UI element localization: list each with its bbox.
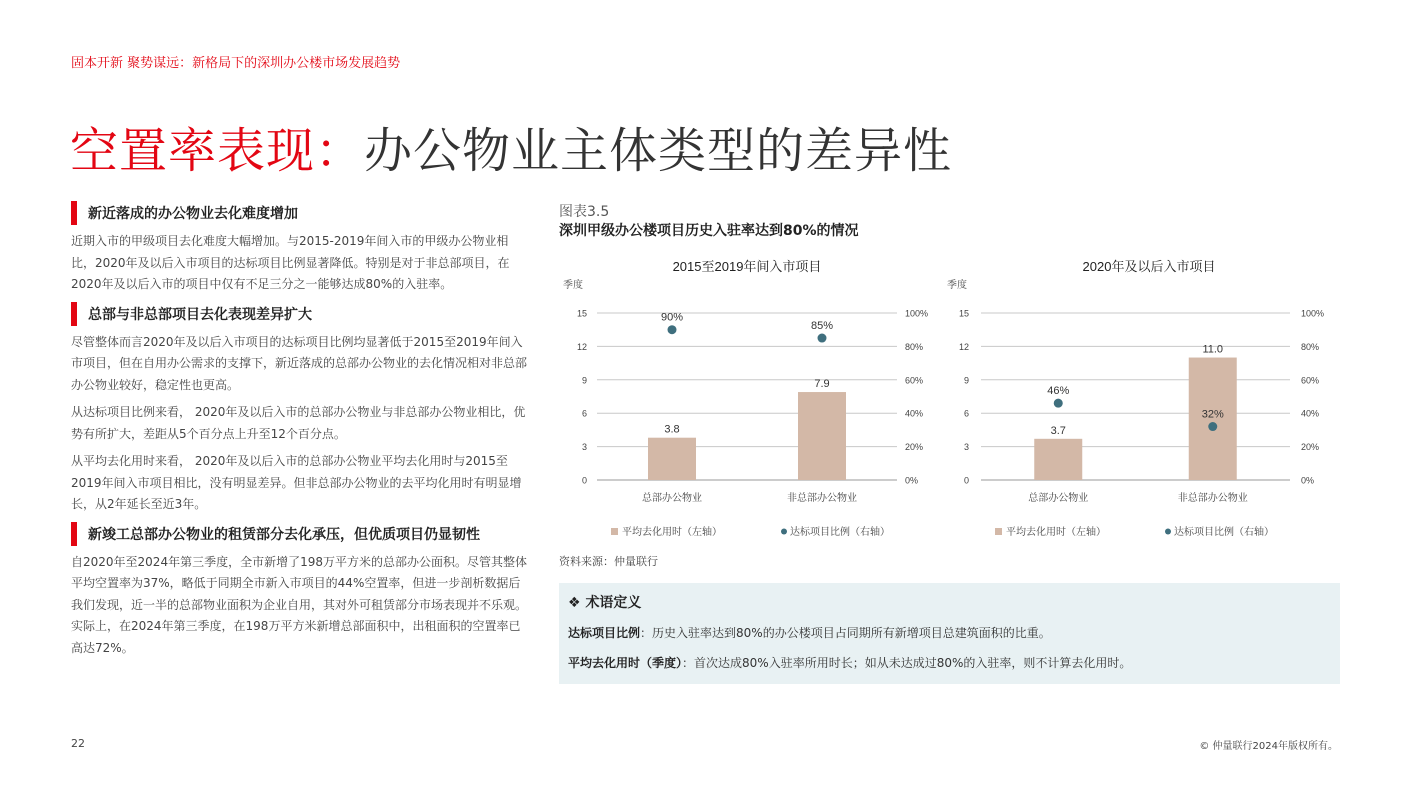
chart-title: 2015至2019年间入市项目: [672, 259, 822, 274]
category-label: 总部办公物业: [1028, 493, 1089, 504]
page-title: [70, 112, 952, 181]
glossary-term: 达标项目比例: [568, 626, 641, 640]
left-column: [71, 201, 527, 665]
data-point: [1208, 422, 1217, 431]
section-heading: [71, 522, 527, 546]
bar-value-label: 7.9: [814, 378, 830, 391]
body-paragraph: 自2020年至2024年第三季度，全市新增了198万平方米的总部办公面积。尽管其整体平均空置率为37%，略低于同期全市新入市项目的44%空置率，但进一步剖析数据后我们发现，近一半的总部物业面积为企业自用，其对外可租赁部分市场表现并不乐观。实际上，在2024年第三季度，在198万平方米新增总部面积中，出租面积的空置率已高达72%。: [71, 554, 528, 655]
data-point: [668, 325, 677, 334]
section-marker: [71, 302, 77, 326]
y-tick-label: 0: [581, 475, 587, 486]
body-paragraph: 近期入市的甲级项目去化难度大幅增加。与2015-2019年间入市的甲级办公物业相比，2020年及以后入市项目的达标项目比例显著降低。特别是对于非总部项目，在 2020年及以后入市的项目中仅有不足三分之一能够达成80%的入驻率。: [71, 234, 510, 291]
legend-swatch-dot: [781, 529, 787, 535]
bar-value-label: 11.0: [1202, 343, 1224, 356]
y-tick-label: 9: [581, 375, 587, 386]
category-label: 非总部办公物业: [787, 493, 857, 504]
section-heading: [71, 201, 527, 225]
y2-tick-label: 100%: [905, 308, 929, 319]
point-value-label: 46%: [1047, 385, 1070, 398]
y-axis-label: 季度: [947, 280, 967, 291]
y-tick-label: 15: [576, 308, 587, 319]
y-tick-label: 6: [963, 408, 969, 419]
data-point: [818, 334, 827, 343]
y2-tick-label: 100%: [1301, 308, 1325, 319]
legend-label: 达标项目比例（右轴）: [790, 527, 890, 538]
report-subtitle: 固本开新 聚势谋远：新格局下的深圳办公楼市场发展趋势: [71, 56, 401, 71]
y2-tick-label: 0%: [905, 475, 919, 486]
glossary-item: 达标项目比例：历史入驻率达到80%的办公楼项目占同期所有新增项目总建筑面积的比重。: [568, 626, 1051, 640]
y2-tick-label: 0%: [1301, 475, 1315, 486]
page-title-main: 办公物业主体类型的差异性: [364, 123, 953, 179]
y-tick-label: 12: [576, 341, 587, 352]
figure-title: 深圳甲级办公楼项目历史入驻率达到80%的情况: [559, 223, 859, 239]
legend-label: 平均去化用时（左轴）: [622, 527, 722, 538]
data-point: [1054, 399, 1063, 408]
combo-charts: [555, 250, 1345, 545]
y-tick-label: 6: [581, 408, 587, 419]
y2-tick-label: 20%: [905, 442, 924, 453]
legend-label: 达标项目比例（右轴）: [1174, 527, 1274, 538]
y2-tick-label: 80%: [905, 341, 924, 352]
bar-value-label: 3.7: [1050, 424, 1066, 437]
legend-swatch-bar: [995, 528, 1002, 535]
y2-tick-label: 80%: [1301, 341, 1320, 352]
section-marker: [71, 201, 77, 225]
y-tick-label: 0: [963, 475, 969, 486]
figure-source: 资料来源：仲量联行: [559, 555, 658, 568]
legend-swatch-bar: [611, 528, 618, 535]
bar: [648, 438, 696, 480]
point-value-label: 85%: [810, 320, 834, 333]
point-value-label: 32%: [1201, 408, 1224, 421]
legend-label: 平均去化用时（左轴）: [1006, 527, 1106, 538]
section-heading-text: 新竣工总部办公物业的租赁部分去化承压，但优质项目仍显韧性: [88, 526, 480, 543]
section-heading: [71, 302, 527, 326]
bar-value-label: 3.8: [664, 423, 680, 436]
glossary-title-text: 术语定义: [585, 595, 642, 611]
y2-tick-label: 20%: [1301, 442, 1320, 453]
glossary-desc: 首次达成80%入驻率所用时长；如从未达成过80%的入驻率，则不计算去化用时。: [694, 656, 1132, 670]
legend-swatch-dot: [1165, 529, 1171, 535]
section-marker: [71, 522, 77, 546]
figure-label: 图表3.5: [559, 204, 610, 220]
y-tick-label: 3: [963, 442, 969, 453]
glossary-title: [568, 592, 641, 612]
bar: [798, 392, 846, 480]
bar: [1034, 439, 1082, 480]
section-heading-text: 新近落成的办公物业去化难度增加: [88, 206, 298, 222]
body-paragraph: 从平均去化用时来看， 2020年及以后入市的总部办公物业平均去化用时与2015至2019年间入市项目相比，没有明显差异。但非总部办公物业的去平均化用时有明显增长，从2年延长至近3年。: [71, 454, 522, 511]
y-tick-label: 3: [581, 442, 587, 453]
glossary-box: [559, 583, 1340, 684]
y-tick-label: 15: [958, 308, 969, 319]
y-tick-label: 12: [958, 341, 969, 352]
section-heading-text: 总部与非总部项目去化表现差异扩大: [88, 306, 312, 323]
copyright: © 仲量联行2024年版权所有。: [1199, 741, 1338, 752]
diamond-bullet-icon: ❖: [568, 595, 581, 611]
category-label: 总部办公物业: [642, 493, 702, 504]
y-axis-label: 季度: [563, 280, 583, 291]
body-paragraph: 尽管整体而言2020年及以后入市项目的达标项目比例均显著低于2015至2019年间入市项目，但在自用办公需求的支撑下，新近落成的总部办公物业的去化情况相对非总部办公物业较好，稳定性也更高。: [71, 334, 528, 392]
page-number: 22: [71, 737, 85, 750]
glossary-item: 平均去化用时（季度）：首次达成80%入驻率所用时长；如从未达成过80%的入驻率，则不计算去化用时。: [568, 656, 1132, 670]
point-value-label: 90%: [660, 311, 684, 324]
chart-title: 2020年及以后入市项目: [1082, 259, 1216, 274]
y2-tick-label: 40%: [905, 408, 924, 419]
y2-tick-label: 60%: [905, 375, 924, 386]
page-title-highlight: 空置率表现：: [70, 123, 365, 179]
body-paragraph: 从达标项目比例来看， 2020年及以后入市的总部办公物业与非总部办公物业相比，优势有所扩大，差距从5个百分点上升至12个百分点。: [71, 405, 526, 441]
glossary-term: 平均去化用时（季度）: [568, 656, 683, 670]
y2-tick-label: 60%: [1301, 375, 1320, 386]
y-tick-label: 9: [963, 375, 969, 386]
glossary-desc: 历史入驻率达到80%的办公楼项目占同期所有新增项目总建筑面积的比重。: [652, 626, 1051, 640]
y2-tick-label: 40%: [1301, 408, 1320, 419]
category-label: 非总部办公物业: [1177, 493, 1248, 504]
